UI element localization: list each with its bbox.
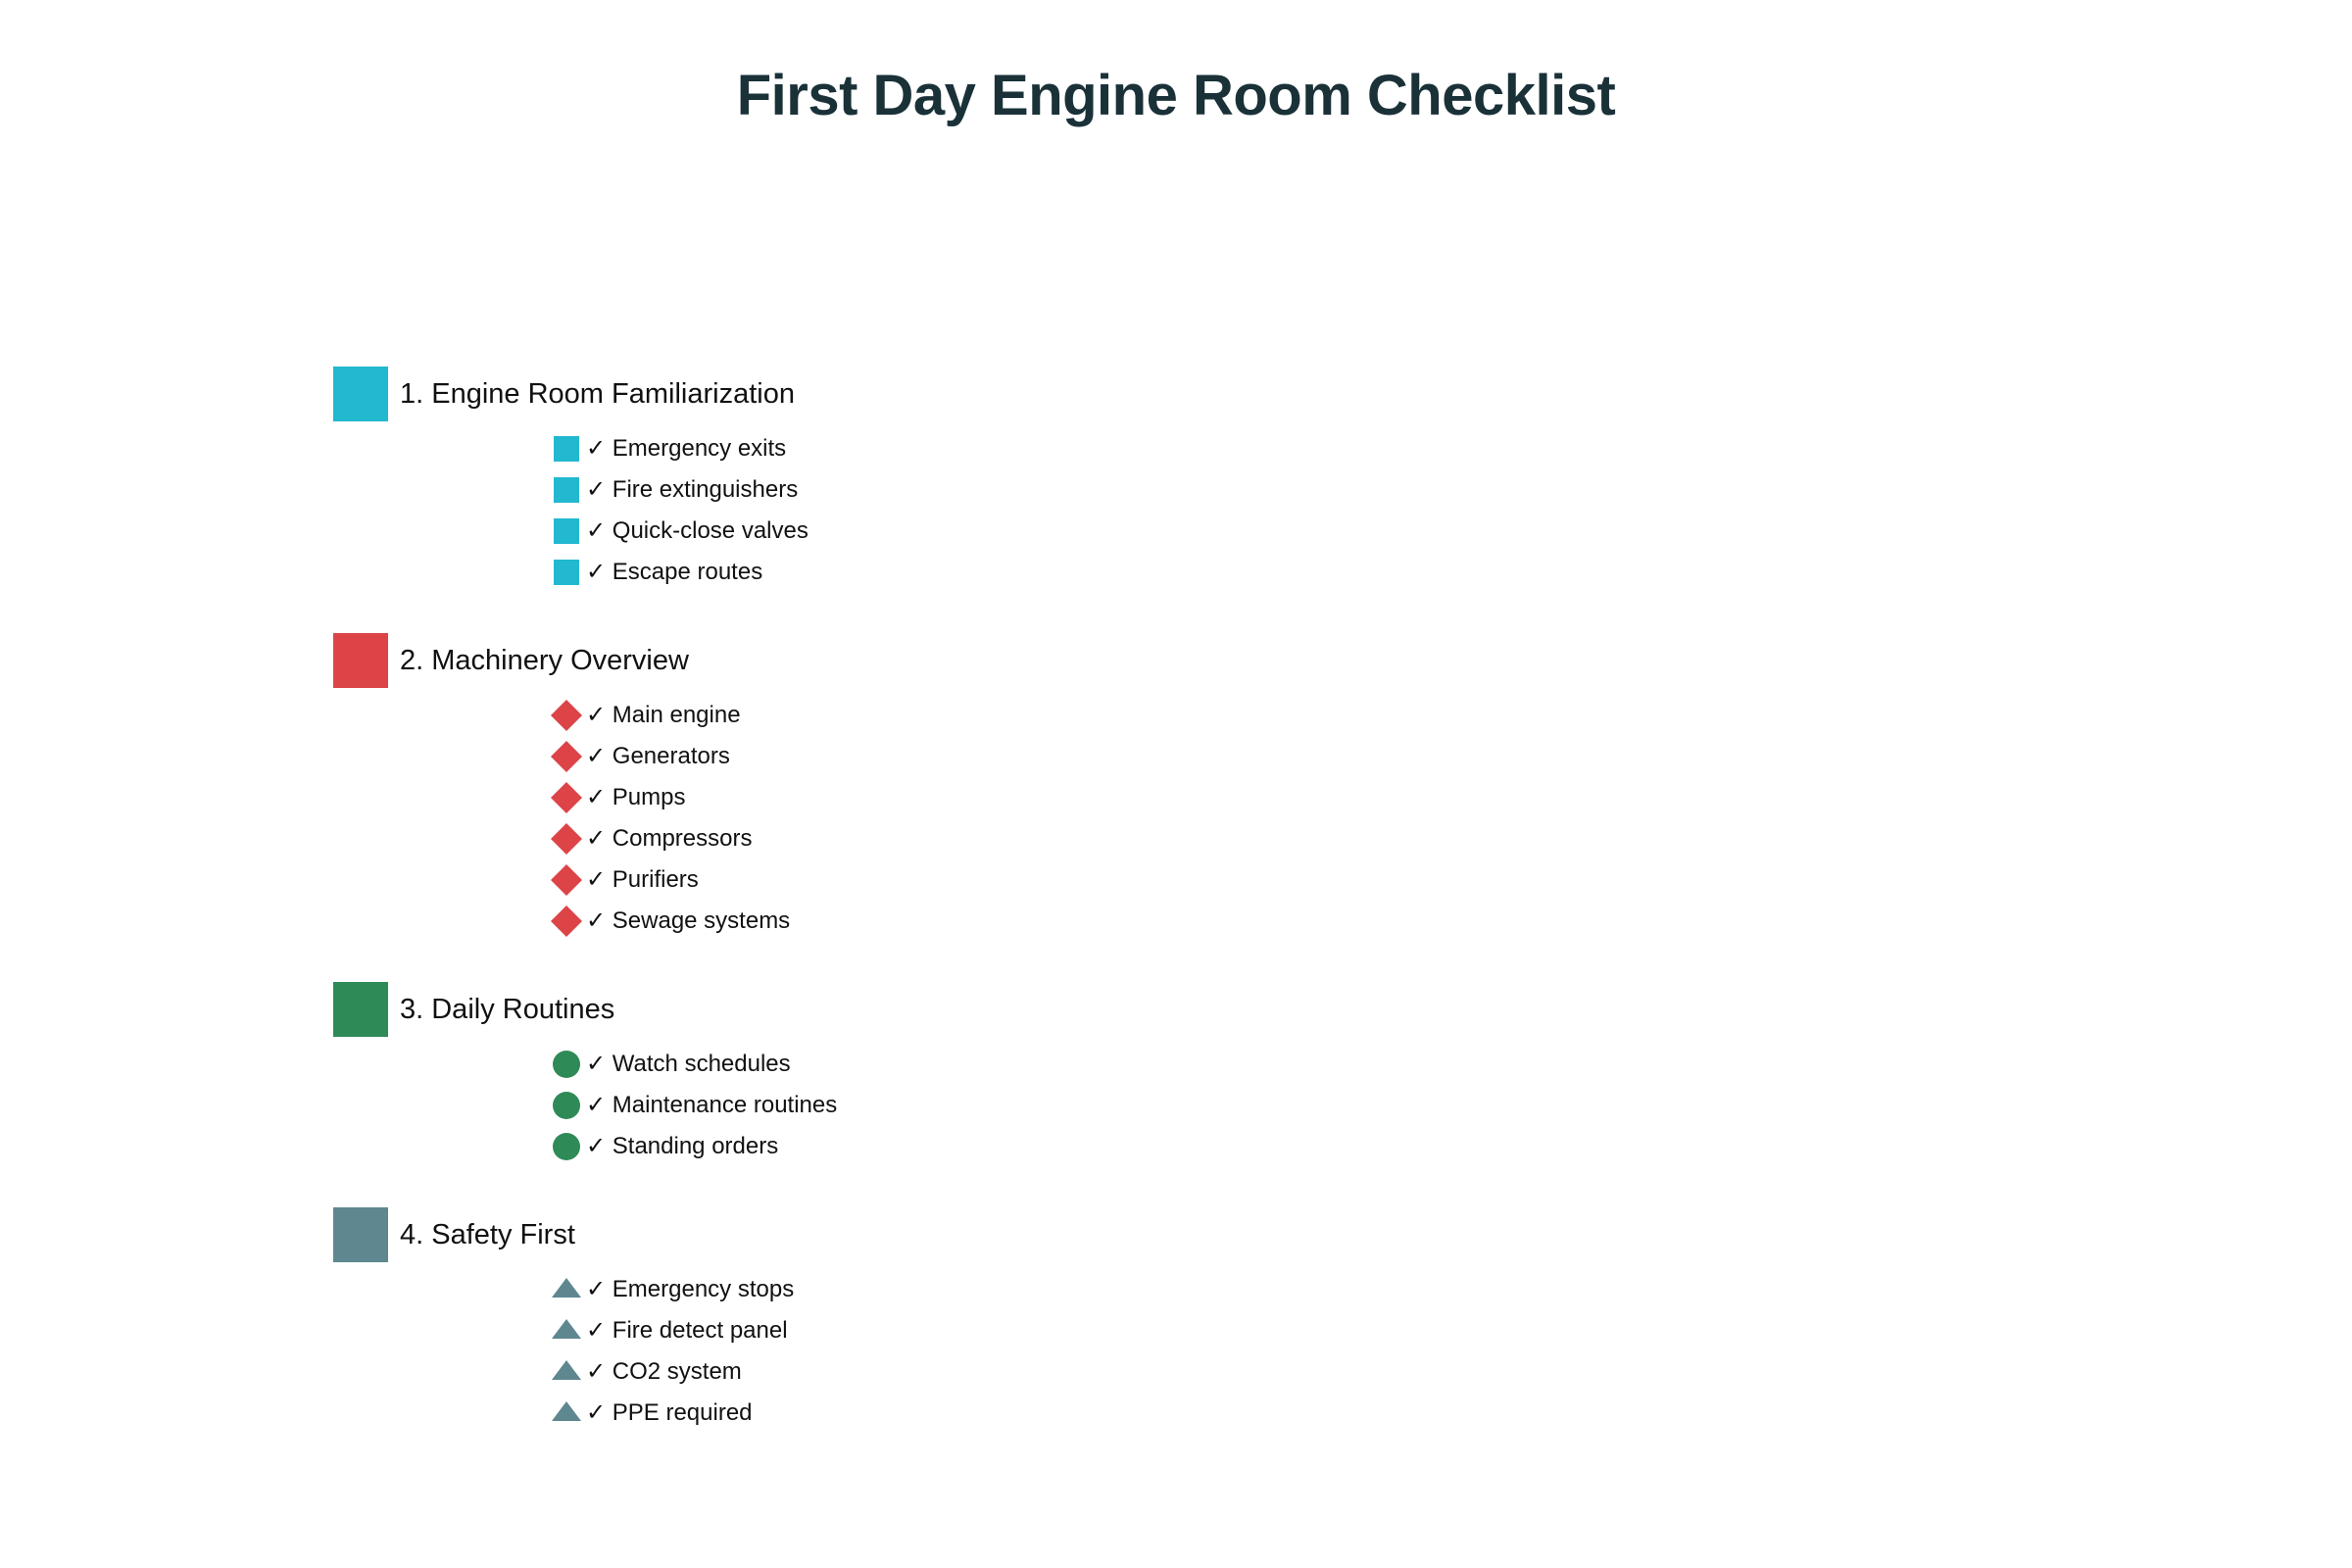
- checklist-item: [549, 469, 808, 511]
- checklist-item: [549, 1044, 837, 1085]
- diamond-icon: [549, 904, 584, 939]
- checklist-item: [549, 736, 790, 777]
- checklist-item-label: ✓ Generators: [586, 743, 730, 769]
- checklist-item: [549, 1269, 794, 1310]
- checklist-item-label: ✓ Compressors: [586, 825, 753, 852]
- section-header: [333, 367, 808, 421]
- diamond-icon: [549, 739, 584, 774]
- circle-icon: [549, 1088, 584, 1123]
- checklist-item: [549, 695, 790, 736]
- checklist-item-label: ✓ Sewage systems: [586, 907, 791, 934]
- section-engine-room-familiarization: [333, 367, 808, 593]
- checklist-item-label: ✓ CO2 system: [586, 1358, 742, 1385]
- checklist-item: [549, 428, 808, 469]
- diamond-icon: [549, 780, 584, 815]
- section-title: 4. Safety First: [400, 1219, 575, 1250]
- checklist-item-label: ✓ Maintenance routines: [586, 1092, 838, 1118]
- section-header: [333, 1207, 794, 1262]
- section-color-swatch: [333, 367, 388, 421]
- triangle-icon: [549, 1272, 584, 1307]
- checklist-item-label: ✓ PPE required: [586, 1399, 753, 1426]
- checklist-item-label: ✓ Emergency exits: [586, 435, 787, 462]
- diamond-icon: [549, 698, 584, 733]
- checklist-items: [549, 428, 808, 593]
- section-safety-first: [333, 1207, 794, 1434]
- checklist-item-label: ✓ Watch schedules: [586, 1051, 791, 1077]
- checklist-item-label: ✓ Escape routes: [586, 559, 763, 585]
- section-title: 3. Daily Routines: [400, 994, 615, 1025]
- checklist-items: [549, 1044, 837, 1167]
- checklist-item-label: ✓ Pumps: [586, 784, 686, 810]
- checklist-item: [549, 1126, 837, 1167]
- section-header: [333, 633, 790, 688]
- section-machinery-overview: [333, 633, 790, 942]
- checklist-item: [549, 818, 790, 859]
- checklist-item: [549, 859, 790, 901]
- square-icon: [549, 431, 584, 466]
- circle-icon: [549, 1129, 584, 1164]
- checklist-items: [549, 695, 790, 942]
- checklist-item: [549, 552, 808, 593]
- checklist-item-label: ✓ Fire extinguishers: [586, 476, 799, 503]
- triangle-icon: [549, 1396, 584, 1431]
- section-color-swatch: [333, 633, 388, 688]
- checklist-item-label: ✓ Main engine: [586, 702, 741, 728]
- page-title: First Day Engine Room Checklist: [736, 64, 1616, 127]
- checklist-item-label: ✓ Standing orders: [586, 1133, 779, 1159]
- checklist-item: [549, 1351, 794, 1393]
- triangle-icon: [549, 1354, 584, 1390]
- checklist-item: [549, 901, 790, 942]
- checklist-item: [549, 777, 790, 818]
- checklist-item-label: ✓ Emergency stops: [586, 1276, 795, 1302]
- checklist-item: [549, 1393, 794, 1434]
- circle-icon: [549, 1047, 584, 1082]
- checklist-item: [549, 1310, 794, 1351]
- section-header: [333, 982, 837, 1037]
- section-color-swatch: [333, 982, 388, 1037]
- square-icon: [549, 514, 584, 549]
- checklist-item-label: ✓ Purifiers: [586, 866, 699, 893]
- section-color-swatch: [333, 1207, 388, 1262]
- square-icon: [549, 472, 584, 508]
- checklist-item: [549, 1085, 837, 1126]
- checklist-item: [549, 511, 808, 552]
- section-title: 1. Engine Room Familiarization: [400, 378, 795, 410]
- diamond-icon: [549, 821, 584, 857]
- section-title: 2. Machinery Overview: [400, 645, 689, 676]
- checklist-items: [549, 1269, 794, 1434]
- diamond-icon: [549, 862, 584, 898]
- square-icon: [549, 555, 584, 590]
- section-daily-routines: [333, 982, 837, 1167]
- checklist-item-label: ✓ Fire detect panel: [586, 1317, 788, 1344]
- triangle-icon: [549, 1313, 584, 1348]
- checklist-item-label: ✓ Quick-close valves: [586, 517, 808, 544]
